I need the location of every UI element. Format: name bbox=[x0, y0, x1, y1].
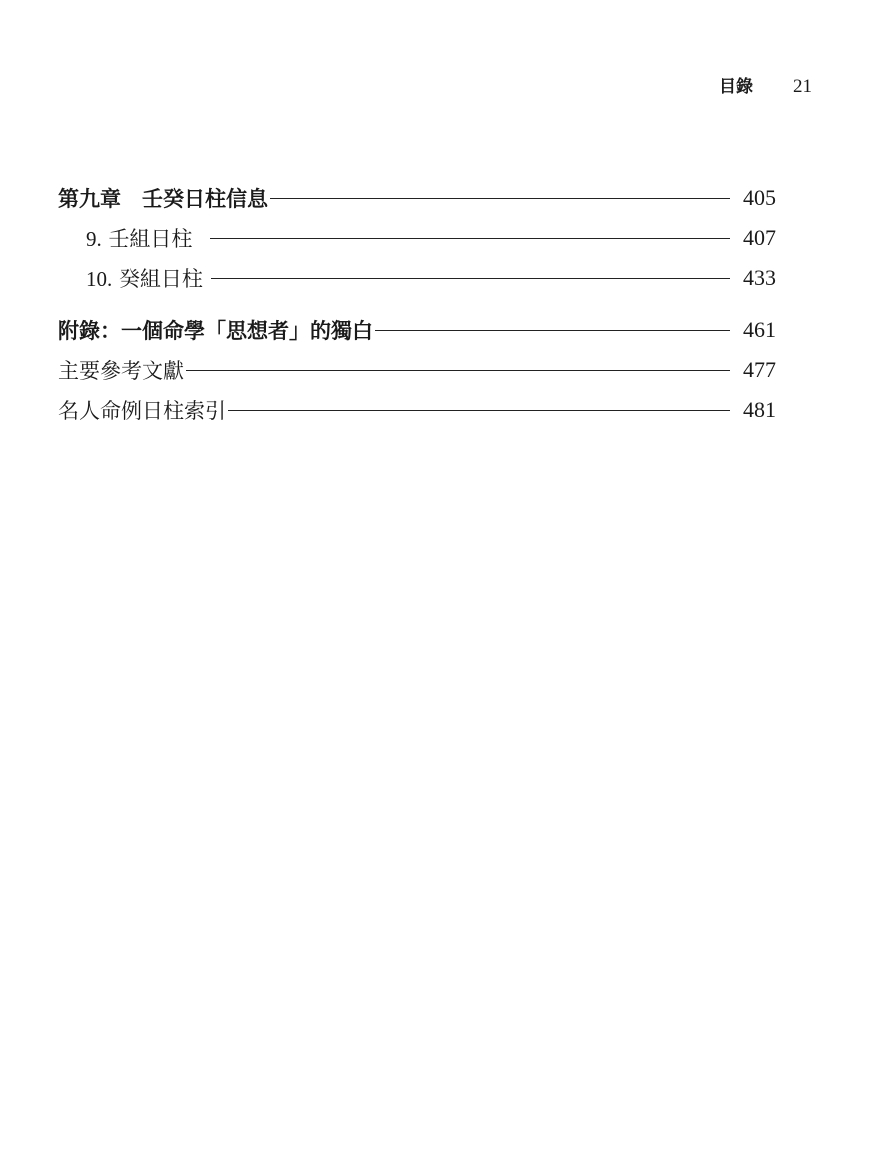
toc-entry-title: 附錄：一個命學「思想者」的獨白 bbox=[58, 318, 373, 343]
toc-entry-chapter-9[interactable] bbox=[58, 178, 776, 218]
toc-entry-page: 477 bbox=[743, 357, 776, 382]
table-of-contents bbox=[58, 178, 776, 430]
leader-line bbox=[211, 278, 730, 279]
toc-entry-page: 433 bbox=[743, 265, 776, 290]
toc-entry-section-9[interactable] bbox=[58, 218, 776, 258]
toc-entry-appendix[interactable] bbox=[58, 310, 776, 350]
toc-entry-title: 名人命例日柱索引 bbox=[58, 399, 226, 423]
toc-entry-title: 主要參考文獻 bbox=[58, 359, 184, 383]
toc-entry-number: 9. bbox=[86, 227, 102, 251]
leader-line bbox=[228, 410, 730, 411]
toc-entry-page: 407 bbox=[743, 225, 776, 250]
toc-entry-section-10[interactable] bbox=[58, 258, 776, 298]
leader-line bbox=[210, 238, 730, 239]
leader-line bbox=[186, 370, 730, 371]
running-header bbox=[719, 72, 812, 98]
leader-line bbox=[270, 198, 730, 199]
toc-entry-references[interactable] bbox=[58, 350, 776, 390]
toc-entry-title bbox=[58, 223, 192, 253]
toc-entry-label: 癸組日柱 bbox=[118, 267, 203, 291]
toc-entry-title bbox=[58, 263, 203, 293]
leader-line bbox=[375, 330, 730, 331]
toc-entry-page: 461 bbox=[743, 317, 776, 342]
page-number: 21 bbox=[793, 76, 812, 97]
toc-entry-page: 405 bbox=[743, 185, 776, 210]
toc-entry-title: 第九章 壬癸日柱信息 bbox=[58, 186, 268, 211]
running-title: 目錄 bbox=[719, 77, 753, 97]
toc-entry-page: 481 bbox=[743, 397, 776, 422]
toc-entry-index[interactable] bbox=[58, 390, 776, 430]
toc-entry-number: 10. bbox=[86, 267, 113, 291]
toc-entry-label: 壬組日柱 bbox=[108, 227, 193, 251]
